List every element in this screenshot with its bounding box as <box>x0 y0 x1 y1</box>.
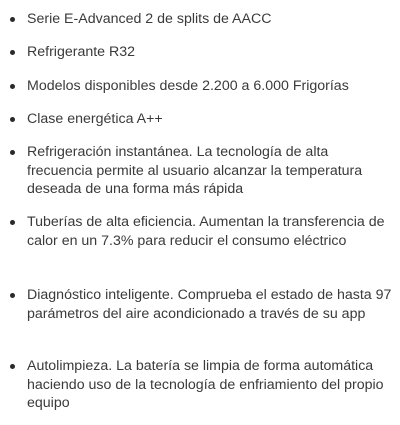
feature-text: Refrigerante R32 <box>27 44 136 60</box>
bullet-icon <box>10 50 15 55</box>
bullet-icon <box>10 293 15 298</box>
bullet-icon <box>10 117 15 122</box>
feature-text: Diagnóstico inteligente. Comprueba el estado de hasta 97 parámetros del aire acondicionado a través de su app <box>27 287 392 322</box>
feature-text: Autolimpieza. La batería se limpia de forma automática haciendo uso de la tecnología de enfriamiento del propio equipo <box>27 358 384 411</box>
bullet-icon <box>10 364 15 369</box>
feature-text: Serie E-Advanced 2 de splits de AACC <box>27 11 272 27</box>
feature-text: Clase energética A++ <box>27 111 163 127</box>
feature-text: Tuberías de alta eficiencia. Aumentan la transferencia de calor en un 7.3% para reducir el consumo eléctrico <box>27 214 385 249</box>
bullet-icon <box>10 220 15 225</box>
bullet-icon <box>10 84 15 89</box>
feature-text: Modelos disponibles desde 2.200 a 6.000 Frigorías <box>27 78 349 94</box>
feature-text: Refrigeración instantánea. La tecnología de alta frecuencia permite al usuario alcanzar la temperatura deseada de una forma más rápida <box>27 144 363 197</box>
bullet-icon <box>10 17 15 22</box>
bullet-icon <box>10 150 15 155</box>
